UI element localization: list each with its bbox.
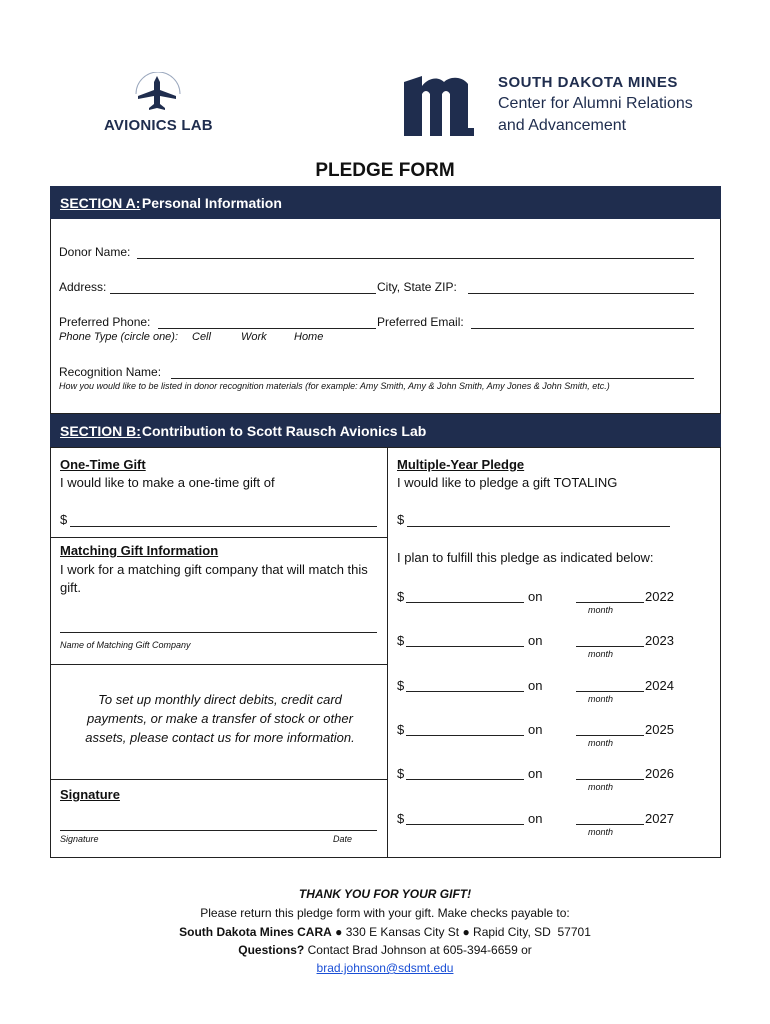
pledge-month-label: month — [588, 649, 614, 660]
city-state-zip-label: City, State ZIP: — [377, 280, 457, 294]
phone-type-work[interactable]: Work — [241, 331, 267, 343]
multi-year-box — [387, 447, 721, 858]
date-label: Date — [333, 834, 353, 844]
pledge-dollar: $ — [397, 589, 405, 604]
airplane-icon — [100, 72, 215, 114]
pledge-on: on — [528, 721, 543, 737]
preferred-email-field[interactable] — [471, 328, 694, 329]
pledge-month-field[interactable] — [576, 691, 644, 692]
mines-name: SOUTH DAKOTA MINES — [498, 74, 678, 91]
donor-name-field[interactable] — [137, 258, 694, 259]
section-b-prefix: SECTION B: — [60, 423, 141, 439]
signature-field[interactable] — [60, 830, 377, 831]
footer-cara: South Dakota Mines CARA — [179, 925, 332, 939]
avionics-lab-text: AVIONICS LAB — [104, 117, 213, 134]
section-b-header — [50, 414, 721, 447]
pledge-amount-field[interactable] — [406, 602, 524, 603]
pledge-amount-field[interactable] — [406, 646, 524, 647]
avionics-lab-logo — [100, 72, 215, 138]
multi-year-total-field[interactable] — [407, 526, 670, 527]
multi-year-dollar: $ — [397, 512, 405, 527]
section-b-title: Contribution to Scott Rausch Avionics Lab — [138, 423, 427, 439]
pledge-on: on — [528, 810, 543, 826]
section-a-prefix: SECTION A: — [60, 195, 141, 211]
pledge-on: on — [528, 677, 543, 693]
city-state-zip-field[interactable] — [468, 293, 694, 294]
section-a-header — [50, 186, 721, 219]
pledge-on: on — [528, 633, 543, 649]
multi-year-heading: Multiple-Year Pledge — [397, 457, 525, 472]
recognition-name-field[interactable] — [171, 378, 694, 379]
pledge-year: 2025 — [645, 721, 674, 737]
matching-company-field[interactable] — [60, 632, 377, 633]
one-time-amount-field[interactable] — [70, 526, 377, 527]
mines-sub2: and Advancement — [498, 117, 627, 134]
section-a — [50, 186, 721, 414]
footer-questions: Questions? — [238, 943, 305, 957]
recognition-name-label: Recognition Name: — [59, 365, 162, 379]
address-label: Address: — [59, 280, 107, 294]
phone-type-cell[interactable]: Cell — [192, 331, 211, 343]
matching-gift-heading: Matching Gift Information — [60, 543, 219, 558]
page-title: PLEDGE FORM — [315, 160, 455, 181]
pledge-month-label: month — [588, 737, 614, 748]
donor-name-label: Donor Name: — [59, 245, 131, 259]
footer-thanks: THANK YOU FOR YOUR GIFT! — [298, 887, 472, 901]
one-time-dollar: $ — [60, 512, 68, 527]
pledge-month-field[interactable] — [576, 779, 644, 780]
info-text: To set up monthly direct debits, credit card payments, or make a transfer of stock or other assets, please contact us for more information. — [85, 692, 355, 745]
pledge-year: 2024 — [645, 677, 674, 693]
footer-address: ● 330 E Kansas City St ● Rapid City, SD 57701 — [331, 925, 591, 939]
pledge-dollar: $ — [397, 766, 405, 782]
recognition-hint: How you would like to be listed in donor recognition materials (for example: Amy Smith, Amy & John Smith, Amy Jones & John Smith, etc.) — [59, 381, 610, 391]
preferred-phone-field[interactable] — [158, 328, 376, 329]
address-field[interactable] — [110, 293, 376, 294]
pledge-dollar: $ — [397, 633, 405, 649]
mines-m-icon — [404, 72, 494, 138]
one-time-gift-heading: One-Time Gift — [60, 457, 146, 472]
phone-type-home[interactable]: Home — [294, 331, 324, 343]
pledge-month-label: month — [588, 693, 614, 704]
multi-year-text: I would like to pledge a gift TOTALING — [397, 475, 618, 490]
pledge-month-field[interactable] — [576, 602, 644, 603]
footer-email-link[interactable]: brad.johnson@sdsmt.edu — [316, 961, 454, 975]
footer-return-text: Please return this pledge form with your gift. Make checks payable to: — [200, 906, 570, 920]
pledge-dollar: $ — [397, 721, 405, 737]
fulfill-text: I plan to fulfill this pledge as indicated below: — [397, 550, 654, 565]
pledge-dollar: $ — [397, 810, 405, 826]
pledge-amount-field[interactable] — [406, 735, 524, 736]
pledge-amount-field[interactable] — [406, 779, 524, 780]
preferred-phone-label: Preferred Phone: — [59, 315, 151, 329]
footer-email-wrap — [0, 961, 770, 975]
pledge-amount-field[interactable] — [406, 691, 524, 692]
pledge-on: on — [528, 766, 543, 782]
footer-questions-line — [0, 943, 770, 957]
pledge-year: 2022 — [645, 589, 674, 604]
pledge-year: 2023 — [645, 633, 674, 649]
matching-company-label: Name of Matching Gift Company — [60, 640, 191, 650]
phone-type-label: Phone Type (circle one): — [59, 331, 179, 343]
footer-address-line — [0, 925, 770, 939]
matching-gift-text: I work for a matching gift company that will match this gift. — [60, 562, 368, 595]
pledge-month-label: month — [588, 782, 614, 793]
one-time-gift-text: I would like to make a one-time gift of — [60, 475, 275, 490]
pledge-month-label: month — [588, 826, 614, 837]
mines-logo — [404, 72, 704, 138]
preferred-email-label: Preferred Email: — [377, 315, 464, 329]
pledge-month-field[interactable] — [576, 824, 644, 825]
footer-contact: Contact Brad Johnson at 605-394-6659 or — [304, 943, 532, 957]
pledge-month-label: month — [588, 605, 614, 615]
section-a-title: Personal Information — [138, 195, 282, 211]
pledge-year: 2027 — [645, 810, 674, 826]
pledge-dollar: $ — [397, 677, 405, 693]
pledge-month-field[interactable] — [576, 646, 644, 647]
pledge-year: 2026 — [645, 766, 674, 782]
signature-heading: Signature — [60, 787, 120, 802]
mines-sub1: Center for Alumni Relations — [498, 95, 693, 112]
pledge-month-field[interactable] — [576, 735, 644, 736]
pledge-on: on — [528, 589, 543, 604]
signature-label: Signature — [60, 834, 99, 844]
pledge-amount-field[interactable] — [406, 824, 524, 825]
